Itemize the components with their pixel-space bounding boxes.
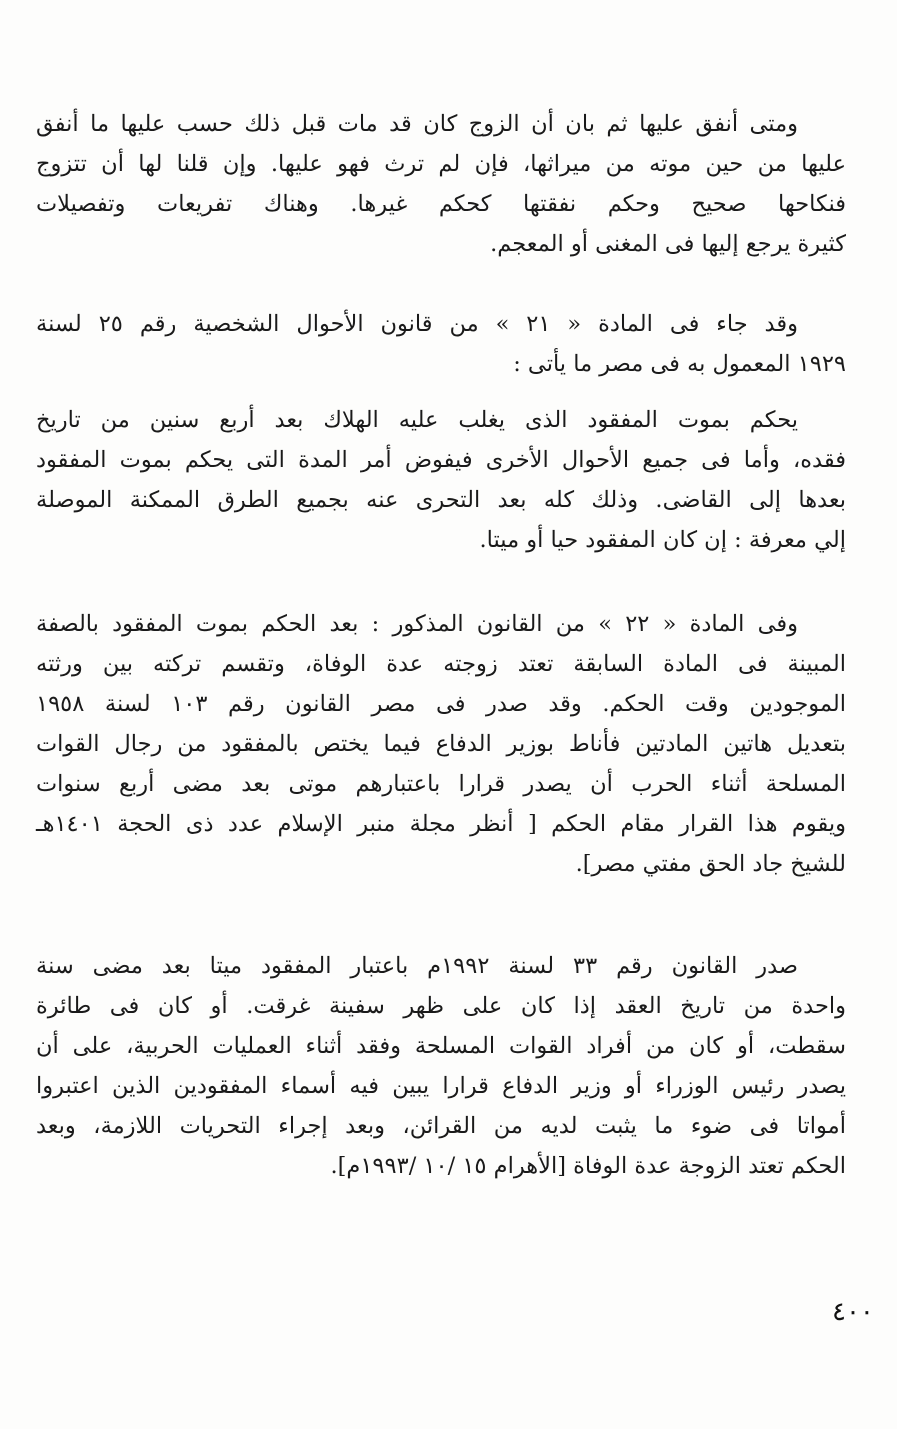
text-line: ومتى أنفق عليها ثم بان أن الزوج كان قد مات قبل ذلك حسب عليها ما أنفق <box>36 111 798 137</box>
paragraph-1 <box>36 104 846 264</box>
paragraph-4 <box>36 604 846 884</box>
text-line: سقطت، أو كان من أفراد القوات المسلحة وفقد أثناء العمليات الحربية، على أن <box>36 1033 846 1059</box>
text-line: للشيخ جاد الحق مفتي مصر]. <box>575 851 846 877</box>
text-line: أمواتا فى ضوء ما يثبت لديه من القرائن، وبعد إجراء التحريات اللازمة، وبعد <box>36 1113 846 1139</box>
paragraph-2 <box>36 304 846 384</box>
page-number: ٤٠٠ <box>832 1297 874 1327</box>
text-line: كثيرة يرجع إليها فى المغنى أو المعجم. <box>490 231 846 257</box>
text-line: وفى المادة « ٢٢ » من القانون المذكور : بعد الحكم بموت المفقود بالصفة <box>36 611 798 637</box>
text-line: الموجودين وقت الحكم. وقد صدر فى مصر القانون رقم ١٠٣ لسنة ١٩٥٨ <box>36 691 846 717</box>
text-line: المبينة فى المادة السابقة تعتد زوجته عدة الوفاة، وتقسم تركته بين ورثته <box>36 651 846 677</box>
text-line: فنكاحها صحيح وحكم نفقتها كحكم غيرها. وهناك تفريعات وتفصيلات <box>36 191 846 217</box>
text-line: بعدها إلى القاضى. وذلك كله بعد التحرى عنه بجميع الطرق الممكنة الموصلة <box>36 487 846 513</box>
paragraph-3 <box>36 400 846 560</box>
text-line: الحكم تعتد الزوجة عدة الوفاة [الأهرام ١٥ /١٠ /١٩٩٣م]. <box>330 1153 846 1179</box>
text-line: ١٩٢٩ المعمول به فى مصر ما يأتى : <box>513 351 846 377</box>
text-line: بتعديل هاتين المادتين فأناط بوزير الدفاع فيما يختص بالمفقود من رجال القوات <box>36 731 846 757</box>
text-line: المسلحة أثناء الحرب أن يصدر قرارا باعتبارهم موتى بعد مضى أربع سنوات <box>36 771 846 797</box>
text-line: صدر القانون رقم ٣٣ لسنة ١٩٩٢م باعتبار المفقود ميتا بعد مضى سنة <box>36 953 798 979</box>
text-line: يحكم بموت المفقود الذى يغلب عليه الهلاك بعد أربع سنين من تاريخ <box>36 407 798 433</box>
text-line: إلي معرفة : إن كان المفقود حيا أو ميتا. <box>479 527 846 553</box>
text-line: وقد جاء فى المادة « ٢١ » من قانون الأحوال الشخصية رقم ٢٥ لسنة <box>36 311 798 337</box>
text-line: فقده، وأما فى جميع الأحوال الأخرى فيفوض أمر المدة التى يحكم بموت المفقود <box>36 447 846 473</box>
text-line: عليها من حين موته من ميراثها، فإن لم ترث فهو عليها. وإن قلنا لها أن تتزوج <box>36 151 846 177</box>
paragraph-5 <box>36 946 846 1186</box>
text-line: ويقوم هذا القرار مقام الحكم [ أنظر مجلة منبر الإسلام عدد ذى الحجة ١٤٠١هـ <box>36 811 846 837</box>
text-line: واحدة من تاريخ العقد إذا كان على ظهر سفينة غرقت. أو كان فى طائرة <box>36 993 846 1019</box>
text-line: يصدر رئيس الوزراء أو وزير الدفاع قرارا يبين فيه أسماء المفقودين الذين اعتبروا <box>36 1073 846 1099</box>
